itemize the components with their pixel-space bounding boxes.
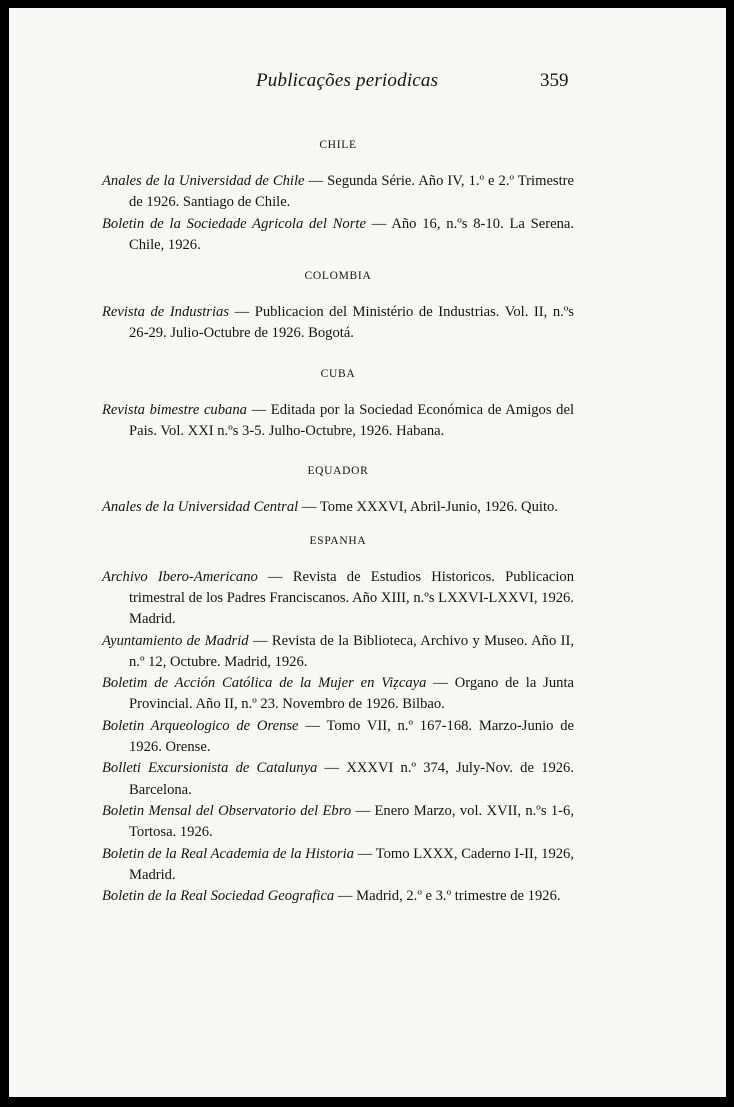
list-item (102, 673, 574, 716)
list-item (102, 801, 574, 844)
entry-text: — XXXVI n.º 374, July-Nov. de 1926. Barcelona. (129, 760, 574, 798)
section-heading: CUBA (320, 367, 356, 380)
entry-text: — Madrid, 2.º e 3.º trimestre de 1926. (334, 888, 561, 905)
section-espanha (102, 534, 574, 908)
section-heading: ESPANHA (309, 534, 367, 547)
entry-text: — Revista de Estudios Historicos. Publicacion trimestral de los Padres Franciscanos. Año XIII, n.ºs LXXVI-LXXVI, 1926. Madrid. (129, 568, 574, 628)
entry-title: Bolleti Excursionista de Catalunya (102, 760, 318, 777)
entry-title: Boletin de la Real Academia de la Historia (102, 845, 354, 862)
entry-title: Ayuntamiento de Madrid (102, 632, 249, 649)
running-title: Publicações periodicas (256, 70, 439, 91)
list-item (102, 886, 574, 907)
section-colombia (102, 269, 574, 345)
entry-text: — Organo de la Junta Provincial. Año II, n.º 23. Novembro de 1926. Bilbao. (129, 675, 574, 713)
entry-text: — Enero Marzo, vol. XVII, n.ºs 1-6, Tortosa. 1926. (129, 802, 574, 841)
entry-text: — Segunda Série. Año IV, 1.º e 2.º Trimestre de 1926. Santiago de Chile. (129, 173, 574, 211)
list-item (102, 844, 574, 887)
entry-text: — Tomo VII, n.º 167-168. Marzo-Junio de 1926. Orense. (129, 717, 574, 756)
section-heading: CHILE (319, 139, 357, 151)
section-cuba (102, 367, 574, 443)
entry-text: — Tomo LXXX, Caderno I-II, 1926, Madrid. (129, 845, 574, 883)
list-item (102, 716, 574, 759)
entry-title: Archivo Ibero-Americano (102, 568, 258, 585)
entry-text: — Revista de la Biblioteca, Archivo y Museo. Año II, n.º 12, Octubre. Madrid, 1926. (129, 632, 574, 670)
entry-title: Boletin de la Real Sociedad Geografica (102, 888, 335, 905)
list-item (102, 758, 574, 801)
section-heading: COLOMBIA (304, 270, 372, 283)
entry-title: Boletin de la Sociedade Agricola del Norte (102, 215, 366, 232)
entry-title: Revista de Industrias (102, 304, 230, 321)
entry-text: — Tome XXXVI, Abril-Junio, 1926. Quito. (298, 499, 558, 516)
list-item (102, 171, 574, 214)
list-item (102, 567, 574, 631)
entry-text: — Editada por la Sociedad Económica de Amigos del Pais. Vol. XXI n.ºs 3-5. Julho-Octubre, 1926. Habana. (129, 401, 574, 440)
entry-text: — Año 16, n.ºs 8-10. La Serena. Chile, 1926. (129, 215, 575, 253)
entry-title: Boletin Arqueologico de Orense (102, 717, 299, 734)
entry-text: — Publicacion del Ministério de Industrias. Vol. II, n.ºs 26-29. Julio-Octubre de 1926. Bogotá. (129, 304, 574, 342)
book-page (9, 8, 726, 1097)
entry-title: Anales de la Universidad de Chile (102, 173, 305, 189)
entry-title: Revista bimestre cubana (102, 401, 247, 418)
section-equador (102, 464, 574, 518)
list-item (102, 400, 574, 443)
section-heading: EQUADOR (307, 465, 369, 478)
entry-title: Anales de la Universidad Central (102, 499, 299, 516)
page-number: 359 (540, 70, 569, 91)
periodicals-list (102, 138, 574, 929)
list-item (102, 497, 574, 518)
page-header (9, 70, 726, 100)
list-item (102, 214, 574, 257)
entry-title: Boletim de Acción Católica de la Mujer en Viẓcaya (102, 675, 427, 692)
section-chile (102, 138, 574, 256)
list-item (102, 302, 574, 345)
entry-title: Boletin Mensal del Observatorio del Ebro (102, 802, 352, 819)
list-item (102, 631, 574, 674)
